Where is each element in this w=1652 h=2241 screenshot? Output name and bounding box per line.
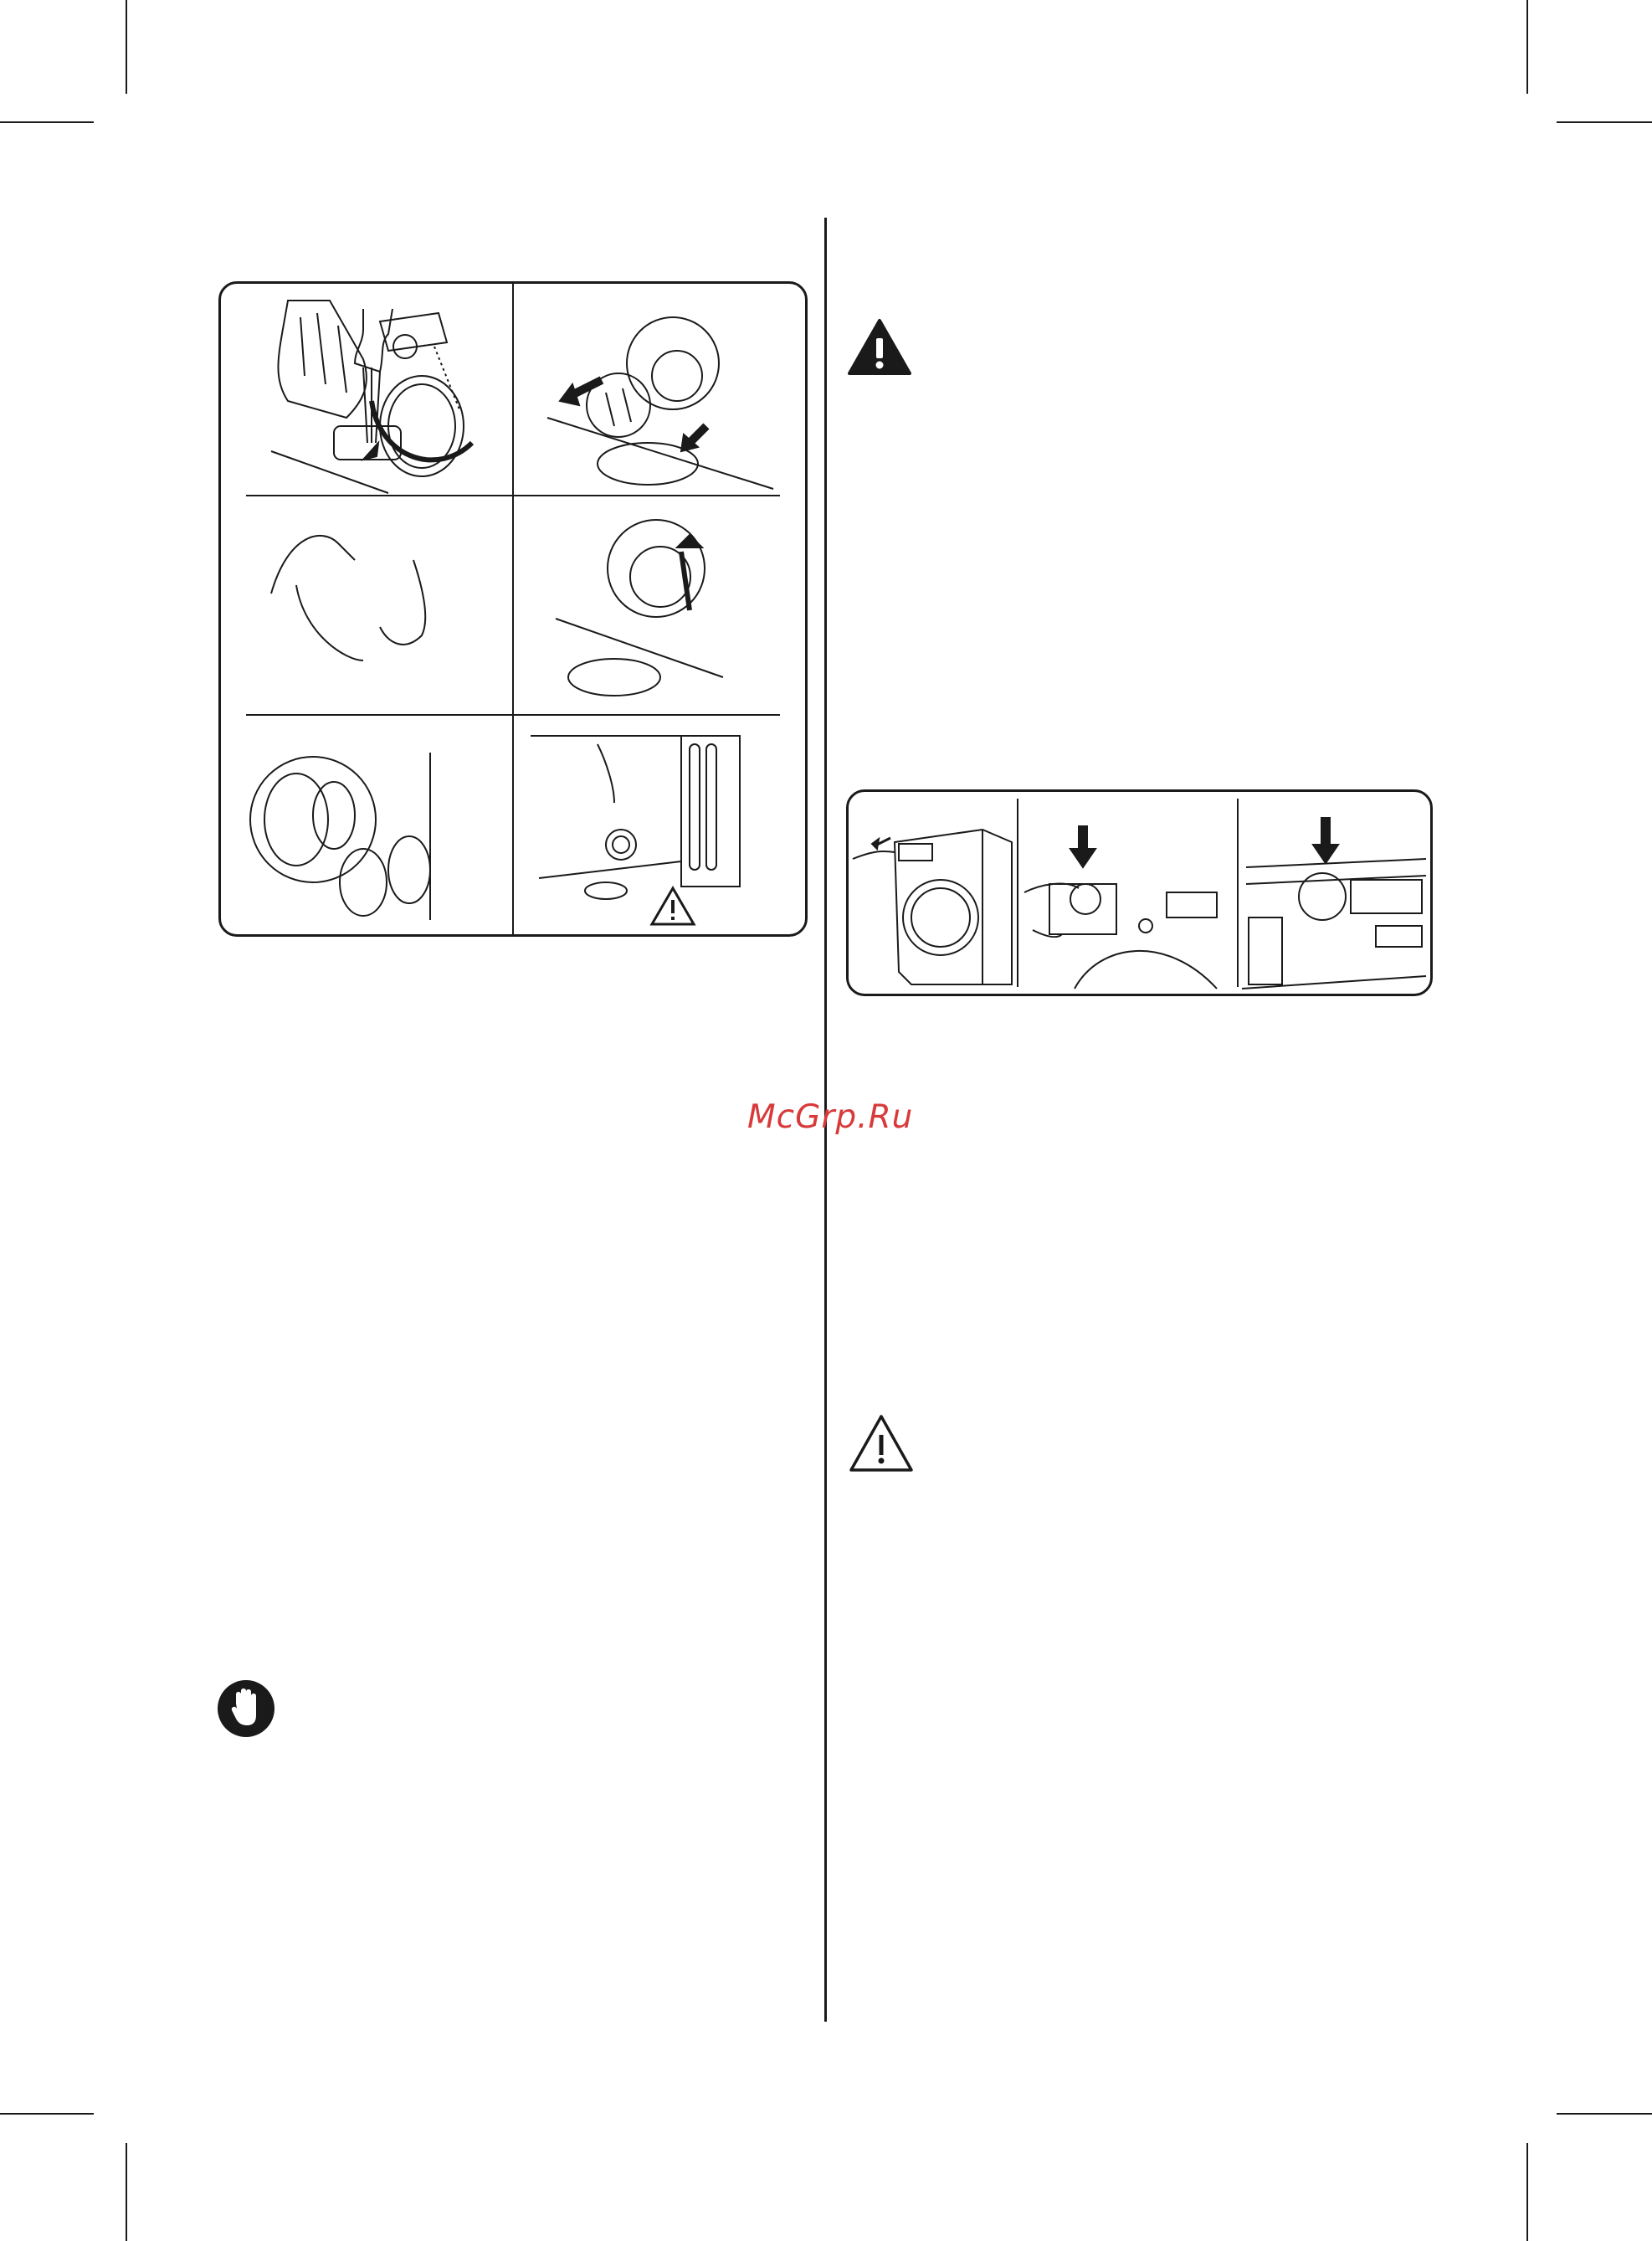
step4-reinsert-filter [556,520,723,696]
step6-machine-front [531,736,740,899]
panel2-press-lever [1024,825,1217,989]
warning-outline-icon [848,1413,915,1473]
panel3-lever-location [1242,817,1426,989]
crop-mark-bottom-right-horizontal [1557,2113,1652,2115]
crop-mark-top-left-horizontal [0,121,94,123]
step5-close-cover [250,753,430,920]
crop-mark-top-right-vertical [1526,0,1528,94]
panel1-pull-drawer [853,830,1012,984]
crop-mark-bottom-left-horizontal [0,2113,94,2115]
filter-cleaning-illustration [218,281,808,937]
step6-warning-icon [652,888,694,924]
crop-mark-bottom-left-vertical [126,2143,127,2241]
crop-mark-top-right-horizontal [1557,121,1652,123]
crop-mark-bottom-right-vertical [1526,2143,1528,2241]
filter-steps-drawing [221,284,805,934]
drawer-removal-drawing [849,792,1430,994]
crop-mark-top-left-vertical [126,0,127,94]
watermark-text: McGrp.Ru [747,1098,914,1136]
step3-rinse-filter [271,309,425,660]
step2-unscrew-filter [547,317,773,489]
detergent-drawer-illustration [846,789,1433,996]
hand-stop-icon [216,1678,276,1739]
warning-filled-icon [847,318,912,377]
